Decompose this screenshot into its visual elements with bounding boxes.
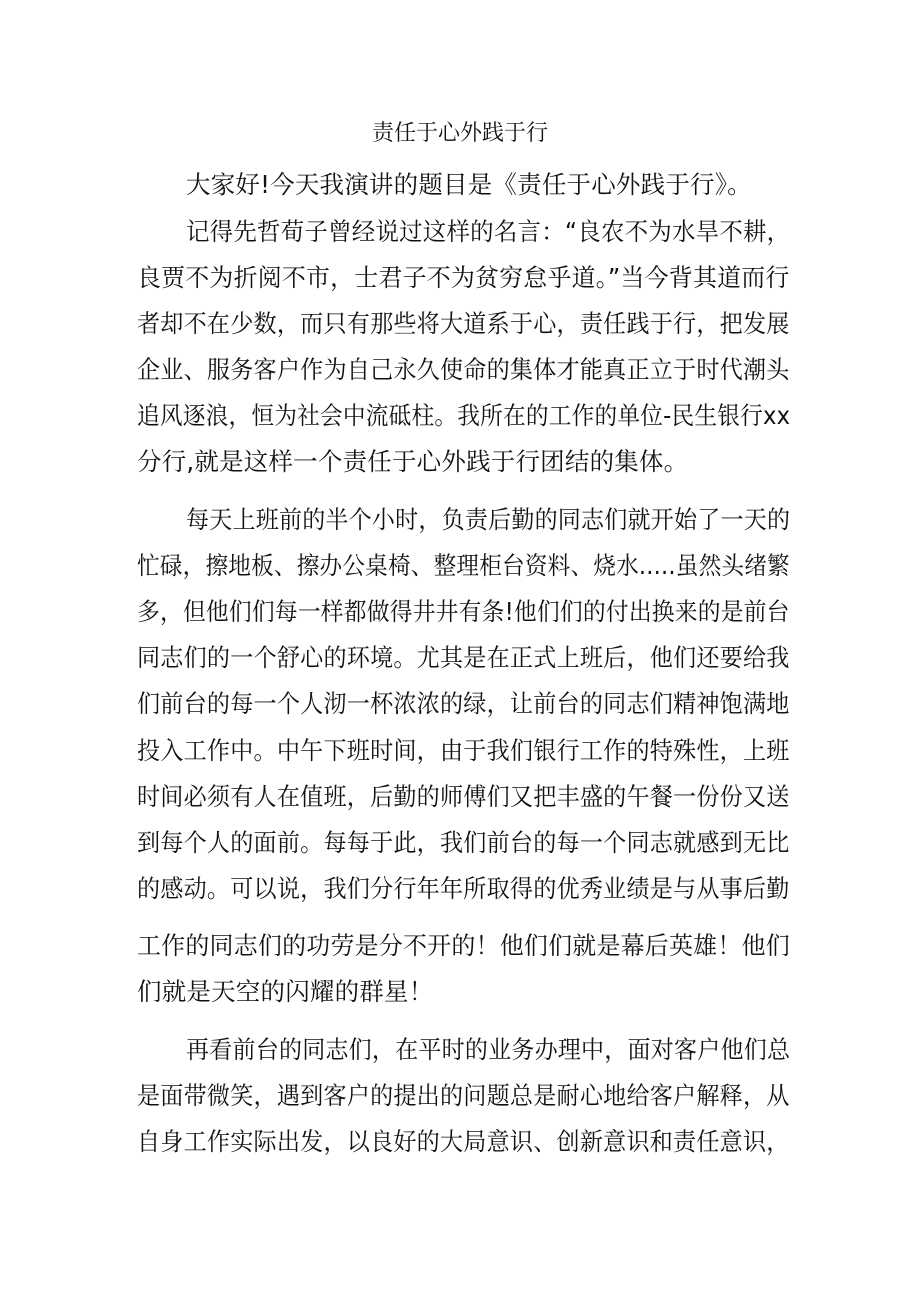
text-line: 的感动。可以说，我们分行年年所取得的优秀业绩是与从事后勤: [137, 874, 790, 903]
text-line: 时间必须有人在值班，后勤的师傅们又把丰盛的午餐一份份又送: [137, 782, 790, 811]
document-title: 责任于心外践于行: [371, 121, 548, 146]
text-line: 多，但他们们每一样都做得井井有条!他们们的付出换来的是前台: [137, 597, 790, 626]
text-line: 们就是天空的闪耀的群星！: [137, 977, 434, 1006]
text-line: 到每个人的面前。每每于此，我们前台的每一个同志就感到无比: [137, 828, 790, 857]
text-line: 分行,就是这样一个责任于心外践于行团结的集体。: [137, 447, 689, 476]
text-line: 良贾不为折阅不市，士君子不为贫穷怠乎道。”当今背其道而行: [137, 263, 790, 292]
text-line: 每天上班前的半个小时，负责后勤的同志们就开始了一天的: [186, 505, 791, 534]
text-line: 追风逐浪，恒为社会中流砥柱。我所在的工作的单位-民生银行xx: [137, 401, 791, 430]
text-line: 企业、服务客户作为自己永久使命的集体才能真正立于时代潮头: [137, 355, 790, 384]
text-line: 工作的同志们的功劳是分不开的！他们们就是幕后英雄！他们: [137, 931, 790, 960]
text-line: 再看前台的同志们，在平时的业务办理中，面对客户他们总: [186, 1035, 791, 1064]
text-line: 同志们的一个舒心的环境。尤其是在正式上班后，他们还要给我: [137, 643, 790, 672]
text-line: 忙碌，擦地板、擦办公桌椅、整理柜台资料、烧水.....虽然头绪繁: [137, 551, 790, 580]
text-line: 记得先哲荀子曾经说过这样的名言：“良农不为水旱不耕，: [186, 217, 791, 246]
text-line: 投入工作中。中午下班时间，由于我们银行工作的特殊性，上班: [137, 736, 790, 765]
text-line: 们前台的每一个人沏一杯浓浓的绿，让前台的同志们精神饱满地: [137, 689, 790, 718]
text-line: 大家好!今天我演讲的题目是《责任于心外践于行》。: [186, 170, 752, 199]
text-line: 是面带微笑，遇到客户的提出的问题总是耐心地给客户解释，从: [137, 1081, 790, 1110]
text-line: 自身工作实际出发，以良好的大局意识、创新意识和责任意识，: [137, 1127, 790, 1156]
text-line: 者却不在少数，而只有那些将大道系于心，责任践于行，把发展: [137, 309, 790, 338]
